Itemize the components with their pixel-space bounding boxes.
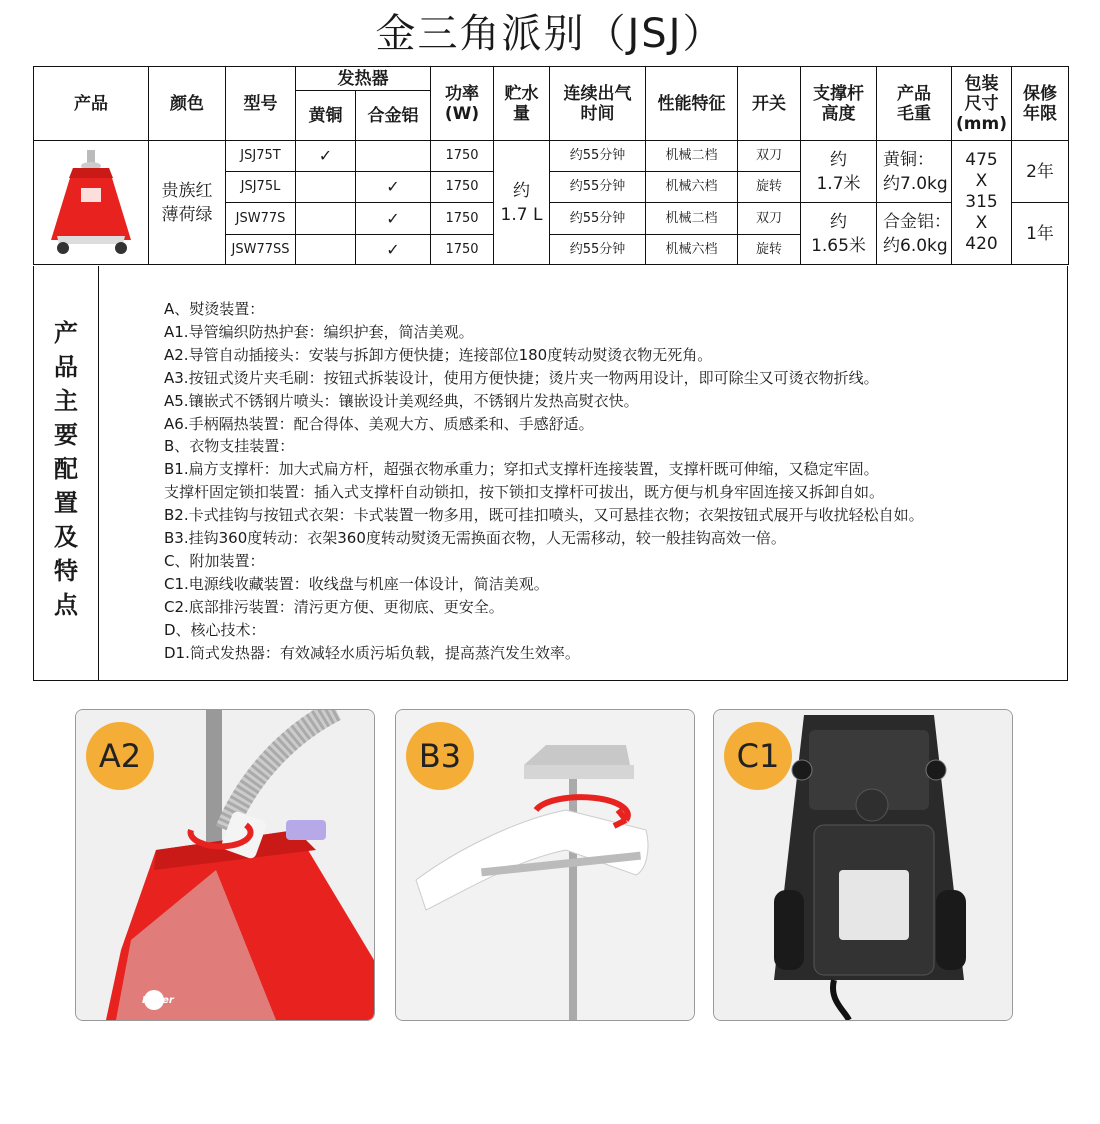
header-water: 贮水 量: [494, 67, 550, 141]
header-pole: 支撑杆 高度: [801, 67, 877, 141]
features-label-char: 产: [54, 319, 78, 347]
feature-item: C2.底部排污装置：清污更方便、更彻底、更安全。: [164, 597, 504, 616]
pole-height-b: 约 1.65米: [801, 203, 877, 265]
header-warranty: 保修 年限: [1012, 67, 1069, 141]
power-cell: 1750: [431, 172, 494, 203]
power-cell: 1750: [431, 203, 494, 235]
photo-a2-hose-connector: [75, 709, 375, 1021]
model-cell: JSW77SS: [226, 235, 296, 265]
brass-cell: [296, 235, 356, 265]
header-brass: 黄铜: [296, 91, 356, 141]
feature-item: A、熨烫装置：: [164, 300, 265, 318]
feature-item: D1.筒式发热器：有效减轻水质污垢负载，提高蒸汽发生效率。: [164, 643, 580, 662]
steam-time-cell: 约55分钟: [550, 203, 646, 235]
header-power: 功率 (W): [431, 67, 494, 141]
feature-item: 支撑杆固定锁扣装置：插入式支撑杆自动锁扣，按下锁扣支撑杆可拔出，既方便与机身牢固连接又拆卸自如。: [164, 483, 885, 502]
power-cell: 1750: [431, 141, 494, 172]
switch-cell: 旋转: [738, 235, 801, 265]
header-model: 型号: [226, 67, 296, 141]
steam-time-cell: 约55分钟: [550, 172, 646, 203]
weight-alloy: 合金铝： 约6.0kg: [877, 203, 952, 265]
feature-item: A1.导管编织防热护套：编织护套，简洁美观。: [164, 322, 474, 341]
switch-cell: 双刀: [738, 203, 801, 235]
header-performance: 性能特征: [646, 67, 738, 141]
features-label-char: 主: [54, 387, 78, 415]
feature-item: D、核心技术：: [164, 620, 266, 639]
brass-cell: [296, 203, 356, 235]
model-cell: JSJ75L: [226, 172, 296, 203]
badge-c1: C1: [724, 722, 792, 790]
power-cell: 1750: [431, 235, 494, 265]
feature-item: B3.挂钩360度转动：衣架360度转动熨烫无需换面衣物，人无需移动，较一般挂钩高效一倍。: [164, 529, 786, 548]
pole-height-a: 约 1.7米: [801, 141, 877, 203]
alloy-cell: ✓: [356, 172, 431, 203]
steamer-product-image: [43, 148, 139, 258]
header-alloy: 合金铝: [356, 91, 431, 141]
feature-item: C1.电源线收藏装置：收线盘与机座一体设计，简洁美观。: [164, 574, 549, 593]
feature-item: A3.按钮式烫片夹毛刷：按钮式拆装设计，使用方便快捷；烫片夹一物两用设计，即可除尘又可烫衣物折线。: [164, 368, 879, 387]
features-label-char: 及: [54, 523, 78, 551]
feature-item: A2.导管自动插接头：安装与拆卸方便快捷；连接部位180度转动熨烫衣物无死角。: [164, 345, 713, 364]
features-label-char: 配: [54, 455, 78, 483]
features-label-char: 特: [54, 557, 78, 585]
package-size: 475 X 315 X 420: [952, 141, 1012, 265]
features-label-char: 品: [54, 353, 78, 381]
feature-item: B2.卡式挂钩与按钮式衣架：卡式装置一物多用，既可挂扣喷头，又可悬挂衣物；衣架按钮式展开与收扰轻松自如。: [164, 506, 924, 525]
header-product: 产品: [34, 67, 149, 141]
weight-brass: 黄铜： 约7.0kg: [877, 141, 952, 203]
header-switch: 开关: [738, 67, 801, 141]
photo-b3-rotating-hanger: [395, 709, 695, 1021]
alloy-cell: [356, 141, 431, 172]
features-list: [164, 298, 924, 665]
feature-item: B1.扁方支撑杆：加大式扁方杆，超强衣物承重力；穿扣式支撑杆连接装置，支撑杆既可伸缩，又稳定牢固。: [164, 460, 879, 479]
feature-item: B、衣物支挂装置：: [164, 437, 295, 456]
model-cell: JSJ75T: [226, 141, 296, 172]
header-weight: 产品 毛重: [877, 67, 952, 141]
feature-item: A6.手柄隔热装置：配合得体、美观大方、质感柔和、手感舒适。: [164, 414, 594, 433]
alloy-cell: ✓: [356, 235, 431, 265]
features-label-char: 置: [54, 489, 78, 517]
features-label-char: 要: [54, 421, 78, 449]
badge-b3: B3: [406, 722, 474, 790]
water-capacity: 约 1.7 L: [494, 141, 550, 265]
performance-cell: 机械二档: [646, 141, 738, 172]
feature-item: A5.镶嵌式不锈钢片喷头：镶嵌设计美观经典，不锈钢片发热高熨衣快。: [164, 391, 639, 410]
steam-time-cell: 约55分钟: [550, 235, 646, 265]
features-label-char: 点: [54, 591, 78, 619]
header-color: 颜色: [149, 67, 226, 141]
alloy-cell: ✓: [356, 203, 431, 235]
warranty-b: 1年: [1012, 203, 1069, 265]
header-heater: 发热器: [296, 67, 431, 91]
product-image-cell: [34, 141, 149, 265]
performance-cell: 机械二档: [646, 203, 738, 235]
page-title: 金三角派别（JSJ）: [375, 11, 725, 57]
model-cell: JSW77S: [226, 203, 296, 235]
spec-table: [33, 66, 1069, 265]
features-section: [33, 266, 1068, 681]
switch-cell: 旋转: [738, 172, 801, 203]
header-steam: 连续出气 时间: [550, 67, 646, 141]
feature-item: C、附加装置：: [164, 551, 265, 570]
photo-c1-base: [713, 709, 1013, 1021]
warranty-a: 2年: [1012, 141, 1069, 203]
header-pack: 包装 尺寸 (mm): [952, 67, 1012, 141]
performance-cell: 机械六档: [646, 172, 738, 203]
features-label: [34, 266, 99, 680]
brass-cell: ✓: [296, 141, 356, 172]
color-options: 贵族红 薄荷绿: [149, 141, 226, 265]
brand-label: Maier: [142, 995, 174, 1006]
performance-cell: 机械六档: [646, 235, 738, 265]
badge-a2: A2: [86, 722, 154, 790]
switch-cell: 双刀: [738, 141, 801, 172]
steam-time-cell: 约55分钟: [550, 141, 646, 172]
brass-cell: [296, 172, 356, 203]
